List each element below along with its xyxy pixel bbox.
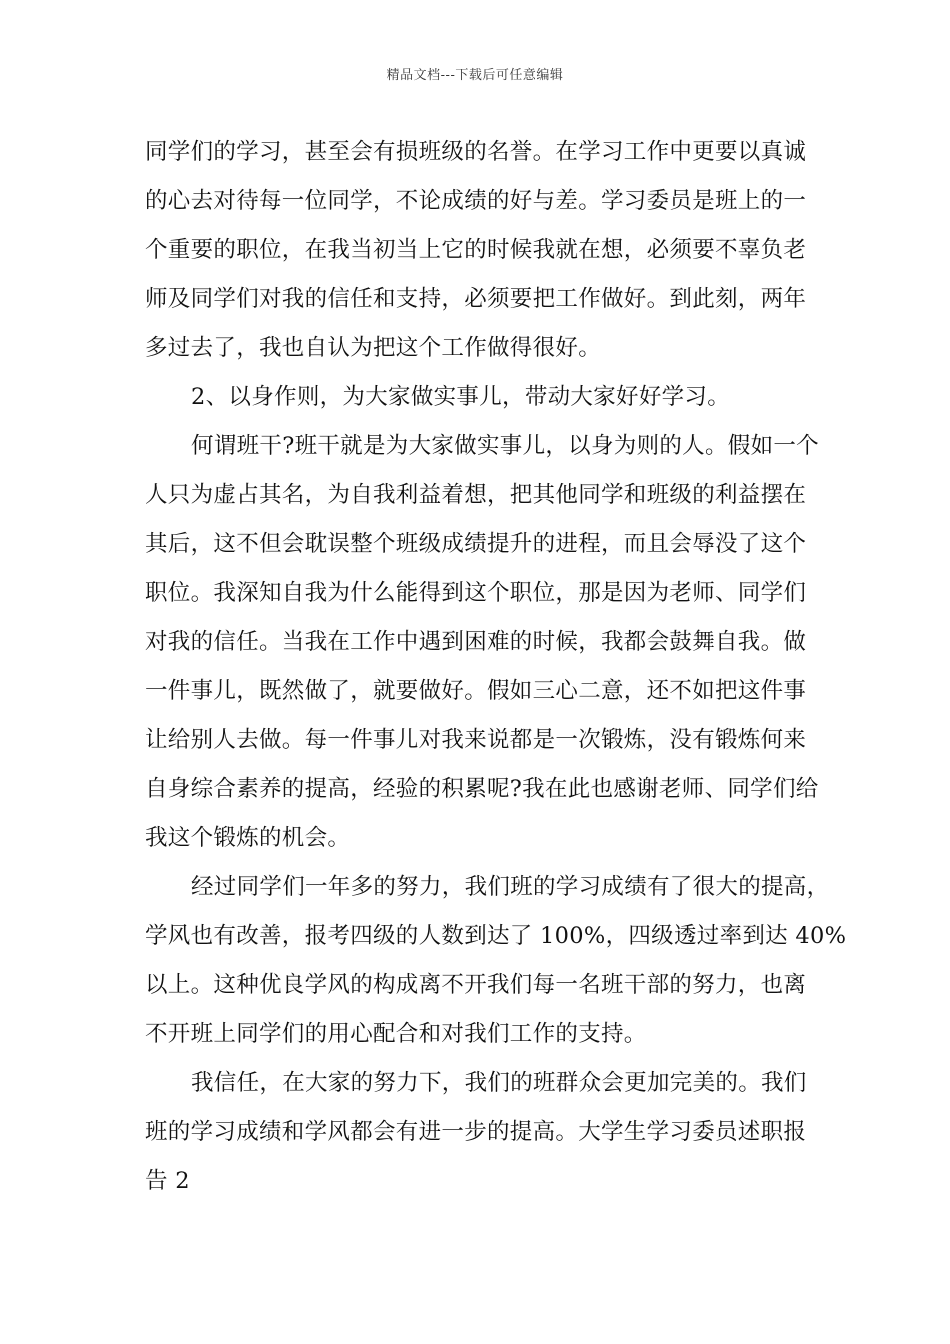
- text-line: 其后，这不但会耽误整个班级成绩提升的进程，而且会辱没了这个: [145, 531, 807, 557]
- document-body: [145, 128, 847, 1206]
- text-line: 经过同学们一年多的努力，我们班的学习成绩有了很大的提高，: [191, 874, 830, 900]
- text-line: 的心去对待每一位同学，不论成绩的好与差。学习委员是班上的一: [145, 188, 807, 214]
- text-line: 何谓班干?班干就是为大家做实事儿，以身为则的人。假如一个: [191, 433, 819, 459]
- text-line: 同学们的学习，甚至会有损班级的名誉。在学习工作中更要以真诚: [145, 139, 807, 165]
- text-line: 班的学习成绩和学风都会有进一步的提高。大学生学习委员述职报: [145, 1119, 807, 1145]
- text-line: 学风也有改善，报考四级的人数到达了 100%，四级透过率到达 40%: [145, 923, 847, 949]
- text-line: 一件事儿，既然做了，就要做好。假如三心二意，还不如把这件事: [145, 678, 807, 704]
- text-line: 职位。我深知自我为什么能得到这个职位，那是因为老师、同学们: [145, 580, 807, 606]
- text-line: 对我的信任。当我在工作中遇到困难的时候，我都会鼓舞自我。做: [145, 629, 807, 655]
- text-line: 人只为虚占其名，为自我利益着想，把其他同学和班级的利益摆在: [145, 482, 807, 508]
- text-line: 不开班上同学们的用心配合和对我们工作的支持。: [145, 1021, 647, 1047]
- page-header: 精品文档---下载后可任意编辑: [386, 68, 564, 83]
- text-line: 个重要的职位，在我当初当上它的时候我就在想，必须要不辜负老: [145, 237, 807, 263]
- text-line: 我信任，在大家的努力下，我们的班群众会更加完美的。我们: [191, 1070, 807, 1096]
- text-line: 以上。这种优良学风的构成离不开我们每一名班干部的努力，也离: [145, 972, 807, 998]
- text-line: 师及同学们对我的信任和支持，必须要把工作做好。到此刻，两年: [145, 286, 807, 312]
- text-line: 2、以身作则，为大家做实事儿，带动大家好好学习。: [191, 384, 731, 410]
- text-line: 自身综合素养的提高，经验的积累呢?我在此也感谢老师、同学们给: [145, 776, 819, 802]
- text-line: 我这个锻炼的机会。: [145, 825, 351, 851]
- text-line: 多过去了，我也自认为把这个工作做得很好。: [145, 335, 602, 361]
- text-line: 让给别人去做。每一件事儿对我来说都是一次锻炼，没有锻炼何来: [145, 727, 807, 753]
- text-line: 告 2: [145, 1168, 190, 1194]
